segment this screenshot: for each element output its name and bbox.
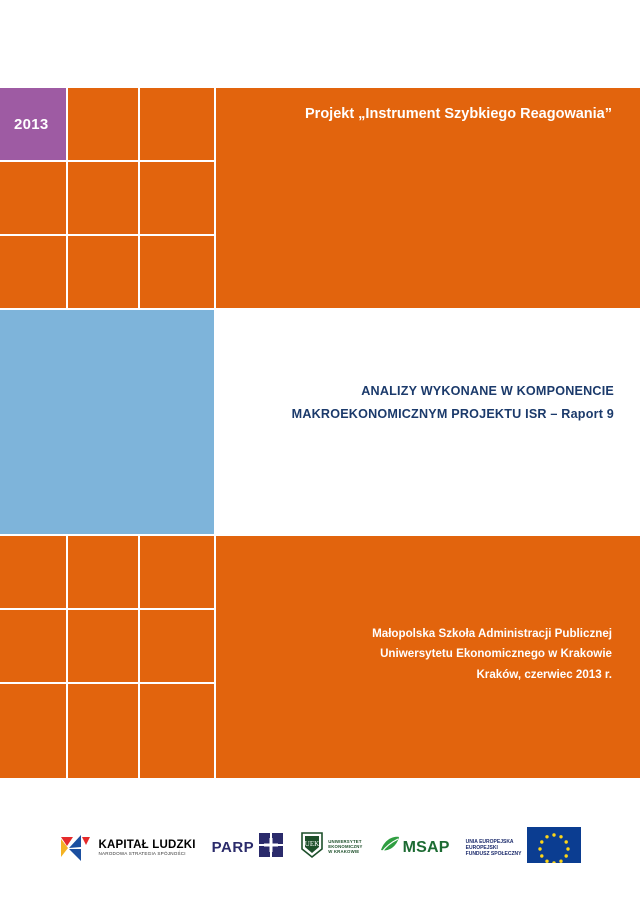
logo-parp bbox=[212, 828, 285, 868]
grid-block-r2c2 bbox=[68, 162, 138, 234]
ue-line2: EUROPEJSKI bbox=[465, 844, 498, 851]
affiliation-line1: Małopolska Szkoła Administracji Publicznej bbox=[372, 627, 612, 640]
report-subtitle-line1: ANALIZY WYKONANE W KOMPONENCIE bbox=[361, 384, 614, 398]
grid-block-r5c3 bbox=[140, 610, 214, 682]
msap-name: MSAP bbox=[402, 838, 450, 856]
parp-icon bbox=[258, 832, 284, 863]
project-title: Projekt „Instrument Szybkiego Reagowania” bbox=[305, 106, 612, 122]
grid-block-r4c1 bbox=[0, 536, 66, 608]
parp-name: PARP bbox=[211, 839, 255, 856]
uek-line1: UNIWERSYTET bbox=[328, 839, 362, 845]
footer-logo-strip bbox=[0, 790, 640, 905]
grid-block-r4c3 bbox=[140, 536, 214, 608]
logo-kapital-ludzki bbox=[59, 828, 195, 868]
kapital-ludzki-tagline: NARODOWA STRATEGIA SPÓJNOŚCI bbox=[98, 850, 186, 856]
grid-block-r6c2 bbox=[68, 684, 138, 778]
affiliation-line3: Kraków, czerwiec 2013 r. bbox=[476, 667, 612, 681]
grid-block-r5c2 bbox=[68, 610, 138, 682]
msap-leaf-icon bbox=[379, 834, 401, 861]
grid-block-r6c1 bbox=[0, 684, 66, 778]
accent-panel-blue bbox=[0, 310, 214, 534]
ue-line1: UNIA EUROPEJSKA bbox=[465, 838, 514, 845]
grid-block-r3c2 bbox=[68, 236, 138, 308]
uek-line2: EKONOMICZNY bbox=[328, 844, 363, 850]
year-label: 2013 bbox=[14, 116, 49, 133]
affiliation-line2: Uniwersytetu Ekonomicznego w Krakowie bbox=[380, 647, 612, 661]
grid-block-r3c3 bbox=[140, 236, 214, 308]
grid-block-r1c3 bbox=[140, 88, 214, 160]
svg-text:UEK: UEK bbox=[304, 840, 320, 848]
report-subtitle bbox=[216, 380, 614, 427]
grid-block-r1c2 bbox=[68, 88, 138, 160]
logo-msap bbox=[379, 828, 450, 868]
year-badge-block bbox=[0, 88, 66, 160]
affiliation-block bbox=[216, 624, 612, 685]
grid-block-r2c3 bbox=[140, 162, 214, 234]
uek-crest-icon bbox=[300, 831, 324, 864]
grid-block-r4c2 bbox=[68, 536, 138, 608]
ue-line3: FUNDUSZ SPOŁECZNY bbox=[465, 850, 522, 857]
kapital-ludzki-icon bbox=[59, 831, 93, 865]
grid-block-r6c3 bbox=[140, 684, 214, 778]
eu-flag-icon bbox=[527, 827, 581, 868]
logo-unia-europejska bbox=[466, 828, 581, 868]
report-subtitle-line2: MAKROEKONOMICZNYM PROJEKTU ISR – Raport 9 bbox=[291, 407, 614, 422]
grid-block-r2c1 bbox=[0, 162, 66, 234]
uek-line3: W KRAKOWIE bbox=[328, 848, 360, 854]
grid-block-r3c1 bbox=[0, 236, 66, 308]
grid-block-r5c1 bbox=[0, 610, 66, 682]
logo-uek bbox=[300, 828, 362, 868]
kapital-ludzki-name: KAPITAŁ LUDZKI bbox=[98, 838, 196, 851]
